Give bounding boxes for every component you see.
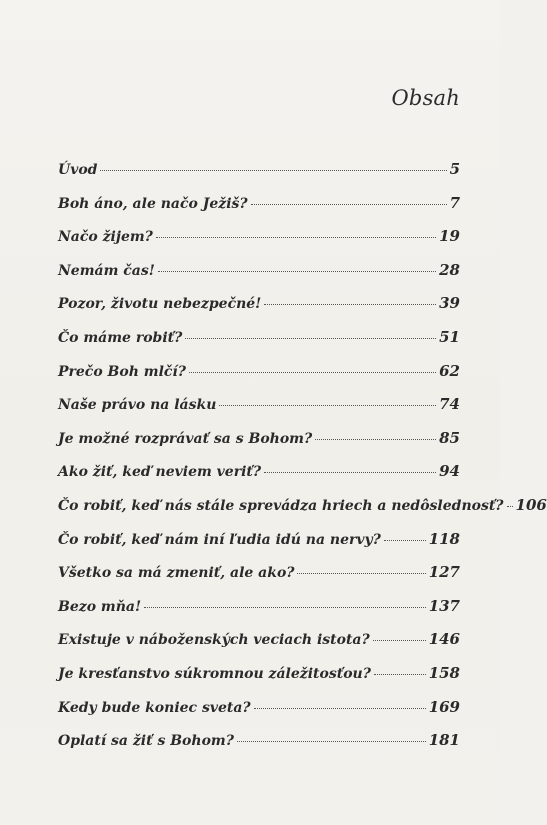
toc-entry: [58, 495, 547, 530]
toc-entry-page: 74: [439, 395, 460, 414]
toc-entry-title: Kedy bude koniec sveta?: [58, 699, 251, 716]
dot-leader: [158, 271, 436, 272]
toc-entry-title: Existuje v náboženských veciach istota?: [58, 632, 370, 649]
dot-leader: [189, 372, 436, 373]
toc-entry: [58, 160, 460, 194]
toc-entry-title: Naše právo na lásku: [58, 397, 217, 414]
toc-entry-page: 19: [439, 227, 460, 246]
toc-entry-page: 39: [439, 294, 460, 313]
toc-entry: [58, 597, 460, 631]
toc-entry: [58, 194, 460, 228]
toc-entry-title: Boh áno, ale načo Ježiš?: [58, 195, 248, 212]
toc-entry: [58, 429, 460, 463]
toc-entry-page: 85: [439, 428, 460, 447]
toc-entry-title: Pozor, životu nebezpečné!: [58, 296, 262, 313]
toc-entry-page: 118: [428, 529, 460, 548]
dot-leader: [219, 405, 436, 406]
toc-entry-title: Načo žijem?: [58, 229, 153, 246]
toc-entry: [58, 664, 460, 698]
dot-leader: [251, 204, 447, 205]
dot-leader: [264, 304, 436, 305]
toc-entry-title: Ako žiť, keď neviem veriť?: [58, 464, 262, 481]
toc-entry-title: Všetko sa má zmeniť, ale ako?: [58, 565, 295, 582]
toc-entry-title: Čo robiť, keď nám iní ľudia idú na nervy?: [58, 531, 381, 548]
toc-entry: [58, 698, 460, 732]
toc-entry-page: 181: [428, 731, 460, 750]
toc-entry-page: 62: [439, 361, 460, 380]
toc-entry: [58, 328, 460, 362]
toc-entry: [58, 261, 460, 295]
toc-entry: [58, 731, 460, 765]
toc-entry-title: Čo máme robiť?: [58, 329, 183, 346]
toc-entry-title: Je kresťanstvo súkromnou záležitosťou?: [58, 665, 371, 682]
dot-leader: [237, 741, 426, 742]
toc-entry-page: 106: [515, 495, 547, 514]
toc-entry-title: Nemám čas!: [58, 262, 155, 279]
toc-entry: [58, 462, 460, 496]
toc-entry-page: 28: [439, 260, 460, 279]
toc-entry-page: 5: [449, 160, 460, 178]
toc-entry-page: 146: [428, 630, 460, 649]
toc-entry-page: 137: [428, 596, 460, 615]
toc-entry-title: Prečo Boh mlčí?: [58, 363, 186, 380]
toc-entry-title: Je možné rozprávať sa s Bohom?: [58, 430, 313, 447]
dot-leader: [144, 607, 426, 608]
toc-entry: [58, 530, 460, 564]
dot-leader: [374, 674, 426, 675]
toc-entry-title: Čo robiť, keď nás stále sprevádza hriech a nedôslednosť?: [58, 497, 504, 514]
toc-entry: [58, 395, 460, 429]
toc-entry: [58, 362, 460, 396]
toc-entry-page: 127: [428, 563, 460, 582]
toc-entry-title: Bezo mňa!: [58, 598, 142, 615]
toc-entry-page: 158: [428, 663, 460, 682]
toc-entry-title: Úvod: [58, 162, 98, 178]
page-title: Obsah: [391, 86, 460, 110]
toc-entry-page: 169: [428, 697, 460, 716]
toc-entry: [58, 563, 460, 597]
dot-leader: [185, 338, 436, 339]
toc-entry: [58, 294, 460, 328]
dot-leader: [297, 573, 425, 574]
toc-entry-page: 7: [449, 193, 460, 212]
dot-leader: [507, 506, 513, 507]
dot-leader: [384, 540, 426, 541]
dot-leader: [315, 439, 436, 440]
toc-entry-page: 94: [439, 462, 460, 481]
toc-entry: [58, 227, 460, 261]
dot-leader: [254, 708, 426, 709]
toc-entry: [58, 630, 460, 664]
dot-leader: [373, 640, 426, 641]
dot-leader: [156, 237, 436, 238]
table-of-contents: [58, 160, 547, 765]
dot-leader: [100, 170, 446, 171]
toc-entry-page: 51: [439, 327, 460, 346]
toc-entry-title: Oplatí sa žiť s Bohom?: [58, 733, 234, 750]
dot-leader: [264, 472, 436, 473]
